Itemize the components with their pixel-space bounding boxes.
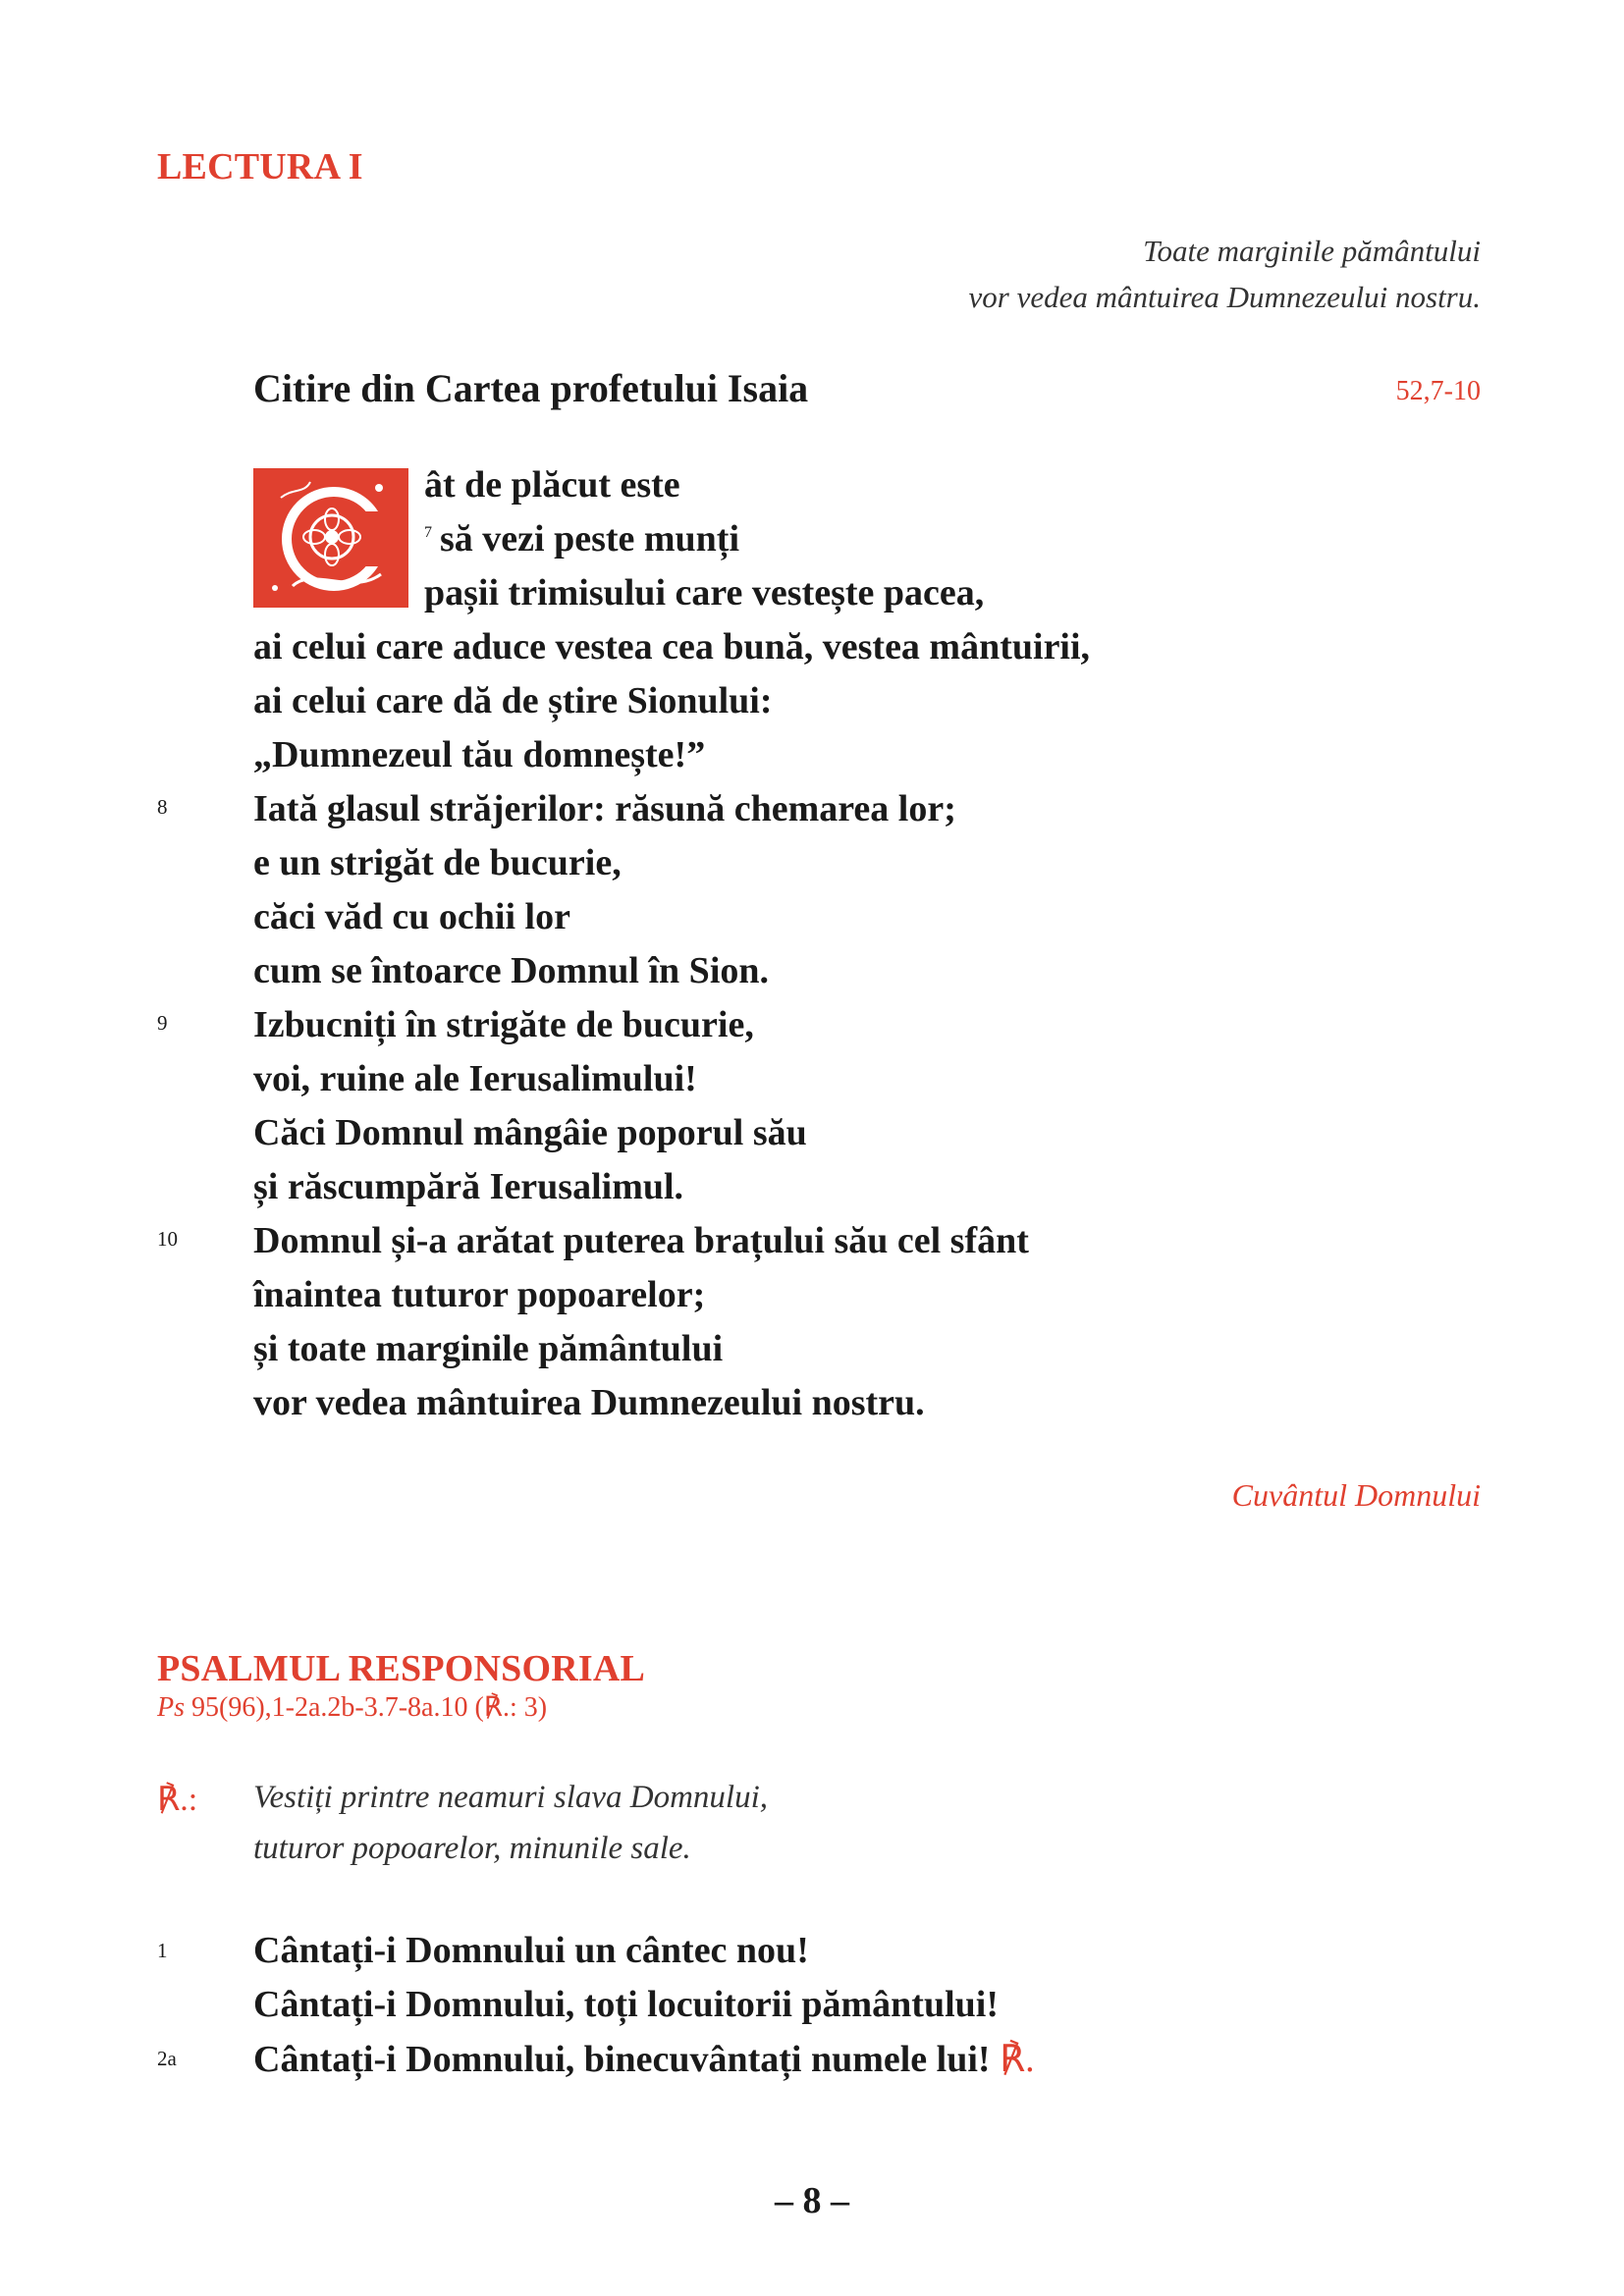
reading-line [424,571,984,614]
motto-line: vor vedea mântuirea Dumnezeului nostru. [968,280,1481,314]
reading-heading: LECTURA I [157,146,363,187]
dropcap-illumination [253,468,408,608]
reading-line: cum se întoarce Domnul în Sion. [253,950,770,991]
reading-reference: 52,7-10 [1395,376,1481,406]
verse-number: 1 [157,1939,168,1962]
reading-line-text: să vezi peste munți [440,518,740,560]
response-line: tuturor popoarelor, minunile sale. [253,1831,691,1866]
verse-number: 8 [157,795,168,819]
reading-line-text: pașii trimisului care vestește pacea, [424,572,985,614]
psalm-line: Cântați-i Domnului un cântec nou! [253,1930,809,1971]
reading-line: căci văd cu ochii lor [253,896,570,937]
psalm-line-text: Cântați-i Domnului, binecuvântați numele lui! [253,2039,991,2080]
reading-title: Citire din Cartea profetului Isaia [253,366,809,410]
psalm-line [253,2037,1035,2081]
response-line: Vestiți printre neamuri slava Domnului, [253,1780,769,1815]
reading-line [424,517,739,561]
reading-line: și răscumpără Ierusalimul. [253,1166,684,1207]
motto-line: Toate marginile pământului [1143,234,1481,268]
psalm-line: Cântați-i Domnului, toți locuitorii pământului! [253,1984,999,2025]
reading-line: Izbucniți în strigăte de bucurie, [253,1004,754,1045]
psalm-ref-text: 95(96),1-2a.2b-3.7-8a.10 (℟.: 3) [191,1692,548,1723]
reading-line: Căci Domnul mângâie poporul său [253,1112,807,1153]
reading-line-text: ât de plăcut este [424,464,680,506]
reading-line: ai celui care dă de știre Sionului: [253,680,773,721]
reading-line: vor vedea mântuirea Dumnezeului nostru. [253,1382,925,1423]
verse-number: 2a [157,2047,177,2070]
reading-motto [969,228,1481,320]
psalm-heading: PSALMUL RESPONSORIAL [157,1648,646,1689]
reading-line [424,463,680,507]
reading-line: ai celui care aduce vestea cea bună, vestea mântuirii, [253,626,1091,667]
reading-line: e un strigăt de bucurie, [253,842,622,883]
response-marker: ℟. [1000,2039,1035,2080]
psalm-reference [157,1690,547,1724]
psalm-ref-abbrev: Ps [157,1692,185,1723]
reading-line: înaintea tuturor popoarelor; [253,1274,706,1315]
reading-line: Iată glasul străjerilor: răsună chemarea lor; [253,788,956,829]
response-mark: ℟.: [157,1782,198,1818]
reading-line: Domnul și-a arătat puterea brațului său cel sfânt [253,1220,1029,1261]
reading-line: și toate marginile pământului [253,1328,724,1369]
verse-number: 10 [157,1227,178,1251]
reading-line: voi, ruine ale Ierusalimului! [253,1058,697,1099]
page-number: – 8 – [775,2180,849,2221]
verse-number: 9 [157,1011,168,1035]
reading-line: „Dumnezeul tău domnește!” [253,734,706,775]
verse-number: 7 [424,524,432,542]
reading-closing: Cuvântul Domnului [1231,1477,1481,1513]
